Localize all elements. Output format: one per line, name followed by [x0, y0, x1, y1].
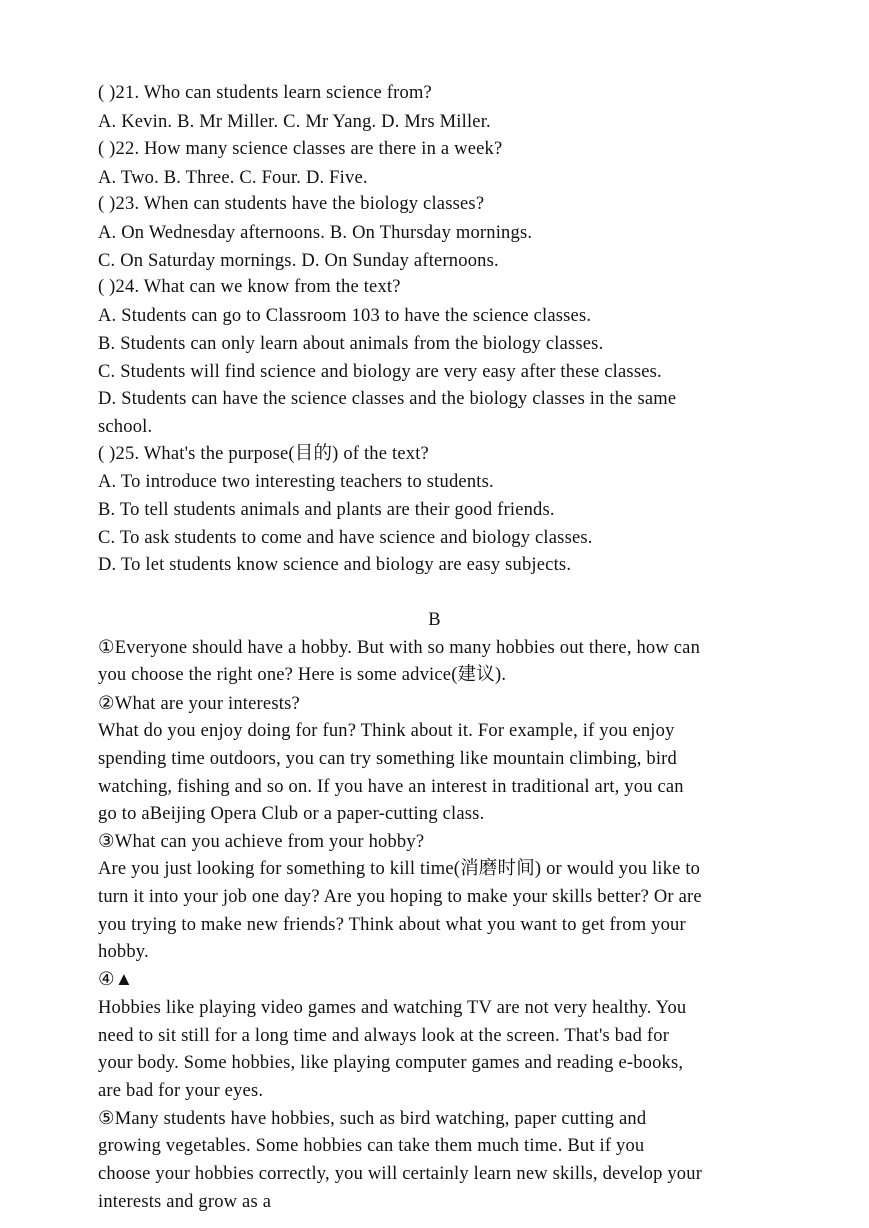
question-25-option-b: B. To tell students animals and plants are their good friends.	[98, 500, 555, 520]
question-24-option-d-line-1: D. Students can have the science classes and the biology classes in the same	[98, 389, 677, 409]
passage-line: watching, fishing and so on. If you have an interest in traditional art, you can	[98, 777, 684, 797]
passage-line: choose your hobbies correctly, you will certainly learn new skills, develop your	[98, 1164, 703, 1184]
passage-line: spending time outdoors, you can try something like mountain climbing, bird	[98, 749, 677, 769]
question-21-stem: ( )21. Who can students learn science from?	[98, 83, 432, 103]
question-24-option-c: C. Students will find science and biology are very easy after these classes.	[98, 362, 662, 382]
passage-line: Hobbies like playing video games and watching TV are not very healthy. You	[98, 998, 687, 1018]
passage-line: hobby.	[98, 942, 149, 962]
passage-line: you trying to make new friends? Think about what you want to get from your	[98, 915, 686, 935]
passage-line: turn it into your job one day? Are you hoping to make your skills better? Or are	[98, 887, 702, 907]
passage-line: What do you enjoy doing for fun? Think about it. For example, if you enjoy	[98, 721, 675, 741]
section-b-heading: B	[428, 610, 441, 630]
question-22-stem: ( )22. How many science classes are there in a week?	[98, 139, 503, 159]
passage-line: Are you just looking for something to kill time(消磨时间) or would you like to	[98, 859, 701, 879]
question-25-option-c: C. To ask students to come and have science and biology classes.	[98, 528, 593, 548]
passage-line: go to aBeijing Opera Club or a paper-cutting class.	[98, 804, 485, 824]
passage-line: ①Everyone should have a hobby. But with so many hobbies out there, how can	[98, 638, 701, 658]
question-24-stem: ( )24. What can we know from the text?	[98, 277, 401, 297]
passage-line: ⑤Many students have hobbies, such as bird watching, paper cutting and	[98, 1109, 647, 1129]
question-24-option-d-line-2: school.	[98, 417, 153, 437]
question-25-option-d: D. To let students know science and biology are easy subjects.	[98, 555, 572, 575]
passage-line: ③What can you achieve from your hobby?	[98, 832, 425, 852]
passage-line: you choose the right one? Here is some advice(建议).	[98, 665, 507, 685]
passage-line: are bad for your eyes.	[98, 1081, 264, 1101]
passage-line: ④▲	[98, 970, 134, 990]
question-23-stem: ( )23. When can students have the biology classes?	[98, 194, 485, 214]
question-25-stem: ( )25. What's the purpose(目的) of the text?	[98, 444, 429, 464]
passage-line: interests and grow as a	[98, 1192, 272, 1212]
passage-line: need to sit still for a long time and always look at the screen. That's bad for	[98, 1026, 670, 1046]
question-21-options: A. Kevin. B. Mr Miller. C. Mr Yang. D. Mrs Miller.	[98, 112, 491, 132]
question-25-option-a: A. To introduce two interesting teachers to students.	[98, 472, 494, 492]
passage-line: your body. Some hobbies, like playing computer games and reading e-books,	[98, 1053, 684, 1073]
passage-line: ②What are your interests?	[98, 694, 300, 714]
question-23-options-line-1: A. On Wednesday afternoons. B. On Thursday mornings.	[98, 223, 533, 243]
question-23-options-line-2: C. On Saturday mornings. D. On Sunday afternoons.	[98, 251, 499, 271]
question-22-options: A. Two. B. Three. C. Four. D. Five.	[98, 168, 368, 188]
question-24-option-a: A. Students can go to Classroom 103 to have the science classes.	[98, 306, 592, 326]
question-24-option-b: B. Students can only learn about animals from the biology classes.	[98, 334, 604, 354]
passage-line: growing vegetables. Some hobbies can take them much time. But if you	[98, 1136, 645, 1156]
